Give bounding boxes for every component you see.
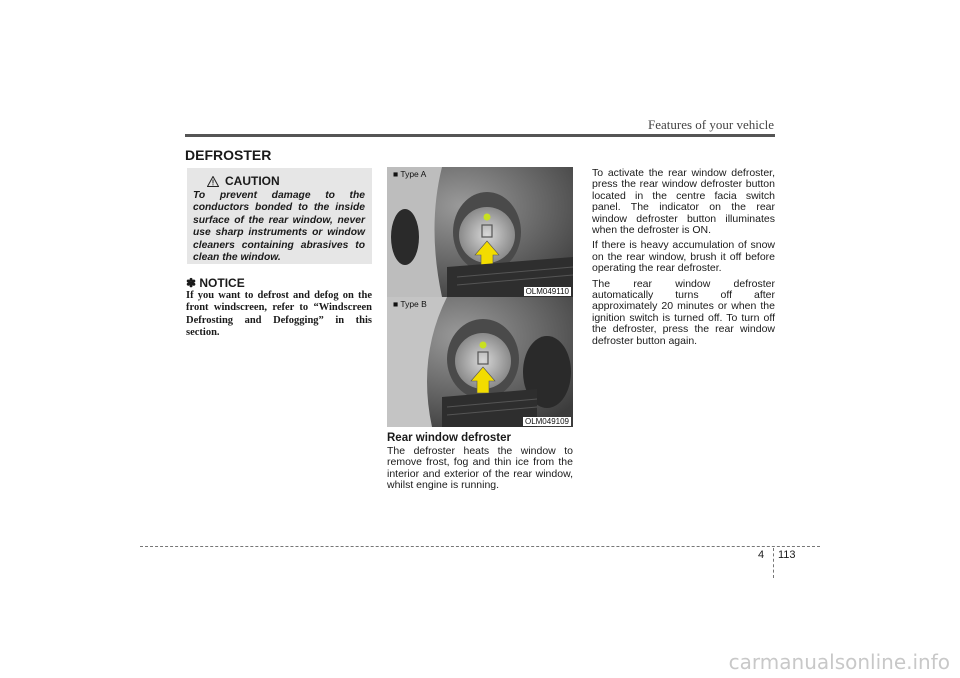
- notice-heading: ✽ NOTICE: [186, 276, 245, 290]
- warning-icon: [207, 176, 219, 187]
- right-column: [592, 168, 775, 351]
- page-number: 113: [778, 549, 796, 561]
- paragraph: If there is heavy accumulation of snow on the rear window, brush it off before operating the rear defroster.: [592, 239, 775, 275]
- paragraph: To activate the rear window defroster, press the rear window defroster button located in the centre facia switch panel. The indicator on the rear window defroster button illuminates when the defroster is ON.: [592, 167, 775, 237]
- figure-code: OLM049109: [524, 417, 569, 426]
- rear-defroster-heading: Rear window defroster: [387, 432, 511, 444]
- footer-rule: [140, 546, 820, 547]
- figure-type-label: ■ Type A: [393, 169, 427, 179]
- defroster-button-photo-a: [387, 167, 573, 297]
- caution-box: [187, 168, 372, 264]
- watermark: carmanualsonline.info: [728, 650, 950, 674]
- notice-body: If you want to defrost and defog on the front windscreen, refer to “Windscreen Defrosting and Defogging” in this section.: [186, 290, 372, 339]
- header-rule: [185, 134, 775, 137]
- caution-heading: [207, 174, 280, 188]
- footer-divider: [773, 548, 774, 578]
- figure-type-b: [387, 297, 573, 427]
- figure-type-label: ■ Type B: [393, 299, 427, 309]
- figure-code: OLM049110: [525, 287, 569, 296]
- caution-heading-text: CAUTION: [225, 174, 280, 188]
- paragraph: The rear window defroster automatically turns off after approximately 20 minutes or when the ignition switch is turned off. To turn off the defroster, press the rear window defroster button again.: [592, 277, 775, 347]
- figure-type-a: [387, 167, 573, 297]
- header-title: Features of your vehicle: [648, 117, 774, 132]
- caution-body: To prevent damage to the conductors bonded to the inside surface of the rear window, never use sharp instruments or window cleaners containing abrasives to clean the window.: [193, 190, 365, 264]
- rear-defroster-body: The defroster heats the window to remove frost, fog and thin ice from the interior and exterior of the rear window, whilst engine is running.: [387, 445, 573, 492]
- section-title: DEFROSTER: [185, 147, 272, 163]
- page-chapter: 4: [758, 549, 765, 561]
- defroster-button-photo-b: [387, 297, 573, 427]
